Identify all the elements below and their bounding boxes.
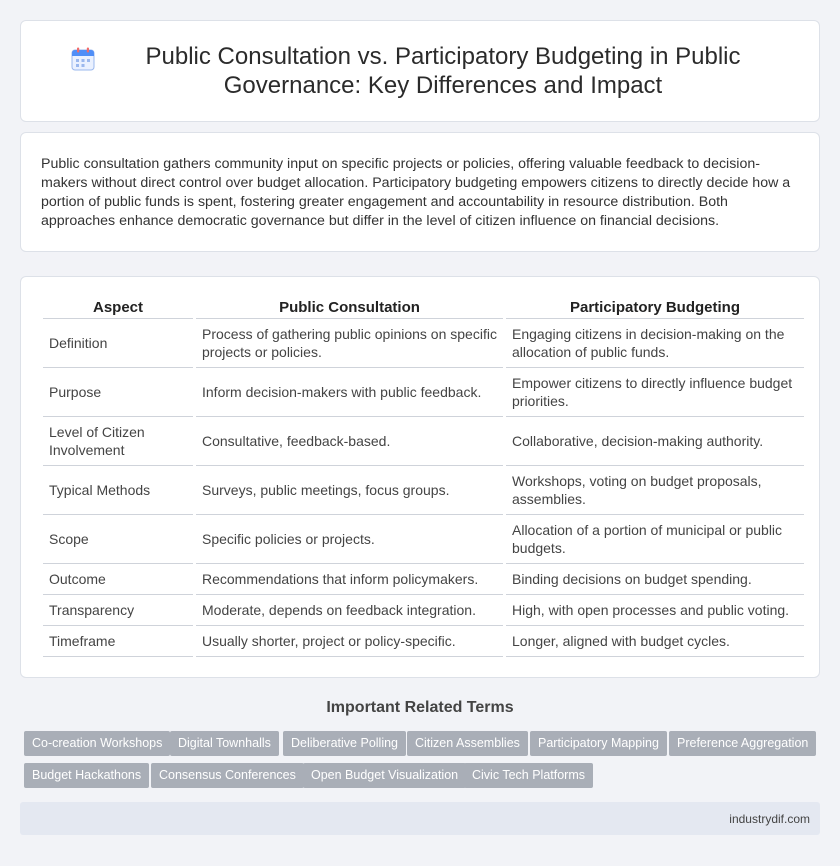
aspect-cell: Purpose xyxy=(43,368,193,417)
budgeting-cell: Allocation of a portion of municipal or public budgets. xyxy=(506,515,804,564)
consultation-cell: Process of gathering public opinions on specific projects or policies. xyxy=(196,319,503,368)
budgeting-cell: Workshops, voting on budget proposals, assemblies. xyxy=(506,466,804,515)
intro-card xyxy=(20,132,820,252)
table-row xyxy=(43,417,804,466)
aspect-cell: Definition xyxy=(43,319,193,368)
table-row xyxy=(43,466,804,515)
consultation-cell: Specific policies or projects. xyxy=(196,515,503,564)
consultation-cell: Usually shorter, project or policy-specific. xyxy=(196,626,503,657)
footer-bar xyxy=(20,802,820,835)
aspect-cell: Level of Citizen Involvement xyxy=(43,417,193,466)
related-term-tag[interactable]: Preference Aggregation xyxy=(669,731,816,756)
table-row xyxy=(43,515,804,564)
related-term-tag[interactable]: Budget Hackathons xyxy=(24,763,149,788)
header-aspect: Aspect xyxy=(43,295,193,319)
aspect-cell: Outcome xyxy=(43,564,193,595)
table-row xyxy=(43,564,804,595)
calendar-icon xyxy=(70,46,96,72)
consultation-cell: Recommendations that inform policymakers. xyxy=(196,564,503,595)
comparison-table-card xyxy=(20,276,820,678)
related-term-tag[interactable]: Digital Townhalls xyxy=(170,731,279,756)
comparison-table xyxy=(40,295,807,657)
title-wrap xyxy=(70,42,770,100)
budgeting-cell: Longer, aligned with budget cycles. xyxy=(506,626,804,657)
related-term-tag[interactable]: Co-creation Workshops xyxy=(24,731,170,756)
page-title: Public Consultation vs. Participatory Budgeting in Public Governance: Key Differences and Impact xyxy=(145,43,741,99)
budgeting-cell: Binding decisions on budget spending. xyxy=(506,564,804,595)
related-term-tag[interactable]: Deliberative Polling xyxy=(283,731,406,756)
footer-site-link[interactable]: industrydif.com xyxy=(729,812,810,826)
budgeting-cell: Engaging citizens in decision-making on the allocation of public funds. xyxy=(506,319,804,368)
table-row xyxy=(43,368,804,417)
related-term-tag[interactable]: Consensus Conferences xyxy=(151,763,304,788)
intro-paragraph: Public consultation gathers community input on specific projects or policies, offering valuable feedback to decision-makers without direct control over budget allocation. Participatory budgeting empowers citizens to directly decide how a portion of public funds is spent, fostering greater engagement and accountability in resource distribution. Both approaches enhance democratic governance but differ in the level of citizen influence on financial decisions. xyxy=(41,156,791,229)
consultation-cell: Moderate, depends on feedback integration. xyxy=(196,595,503,626)
budgeting-cell: High, with open processes and public voting. xyxy=(506,595,804,626)
related-terms-heading: Important Related Terms xyxy=(326,699,514,716)
table-header-row xyxy=(43,295,804,319)
related-term-tag[interactable]: Participatory Mapping xyxy=(530,731,667,756)
consultation-cell: Consultative, feedback-based. xyxy=(196,417,503,466)
table-row xyxy=(43,626,804,657)
aspect-cell: Transparency xyxy=(43,595,193,626)
title-card xyxy=(20,20,820,122)
table-row xyxy=(43,319,804,368)
aspect-cell: Typical Methods xyxy=(43,466,193,515)
header-public-consultation: Public Consultation xyxy=(196,295,503,319)
aspect-cell: Scope xyxy=(43,515,193,564)
aspect-cell: Timeframe xyxy=(43,626,193,657)
related-term-tag[interactable]: Civic Tech Platforms xyxy=(464,763,593,788)
related-term-tag[interactable]: Citizen Assemblies xyxy=(407,731,528,756)
header-participatory-budgeting: Participatory Budgeting xyxy=(506,295,804,319)
consultation-cell: Inform decision-makers with public feedback. xyxy=(196,368,503,417)
related-term-tag[interactable]: Open Budget Visualization xyxy=(303,763,466,788)
table-row xyxy=(43,595,804,626)
budgeting-cell: Collaborative, decision-making authority. xyxy=(506,417,804,466)
consultation-cell: Surveys, public meetings, focus groups. xyxy=(196,466,503,515)
budgeting-cell: Empower citizens to directly influence budget priorities. xyxy=(506,368,804,417)
